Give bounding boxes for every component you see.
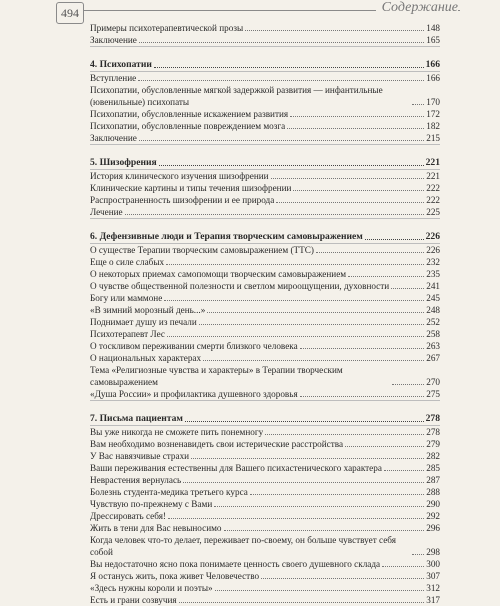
toc-entry[interactable] — [90, 364, 440, 388]
toc-entry[interactable] — [90, 534, 440, 558]
toc-entry[interactable] — [90, 316, 440, 328]
toc-entry-title: У Вас навязчивые страхи — [90, 451, 190, 461]
toc-entry[interactable] — [90, 486, 440, 498]
toc-entry-page: 166 — [426, 73, 440, 83]
toc-entry-page: 267 — [426, 353, 440, 363]
toc-entry[interactable] — [90, 34, 440, 47]
toc-entry-page: 285 — [426, 463, 440, 473]
toc-entry[interactable] — [90, 292, 440, 304]
toc-entry-title: Есть и грани созвучия — [90, 595, 177, 605]
toc-entry[interactable] — [90, 582, 440, 594]
toc-entry[interactable] — [90, 450, 440, 462]
toc-entry[interactable] — [90, 84, 440, 108]
toc-entry[interactable] — [90, 170, 440, 182]
toc-entry-title: Неврастения вернулась — [90, 475, 182, 485]
toc-entry-title: Богу или маммоне — [90, 293, 163, 303]
toc-entry-title: Поднимает душу из печали — [90, 317, 197, 327]
toc-entry-page: 245 — [426, 293, 440, 303]
toc-entry[interactable] — [90, 328, 440, 340]
toc-entry-page: 290 — [426, 499, 440, 509]
toc-entry-page: 275 — [426, 389, 440, 399]
toc-entry-page: 221 — [426, 171, 440, 181]
toc-entry[interactable] — [90, 340, 440, 352]
toc-entry[interactable] — [90, 108, 440, 120]
toc-entry-title: «Душа России» и профилактика душевного здоровья — [90, 389, 298, 399]
toc-entry-title: Вы уже никогда не сможете пить понемногу — [90, 427, 264, 437]
toc-entry[interactable] — [90, 510, 440, 522]
toc-entry-page: 312 — [426, 583, 440, 593]
toc-entry-page: 317 — [426, 595, 440, 605]
toc-entry-title: Еще о силе слабых — [90, 257, 165, 267]
toc-entry[interactable] — [90, 438, 440, 450]
chapter-title: 4. Психопатии — [90, 59, 152, 70]
toc-entry-page: 279 — [426, 439, 440, 449]
toc-chapter-heading[interactable] — [90, 231, 440, 244]
toc-entry-page: 241 — [426, 281, 440, 291]
toc-entry[interactable] — [90, 426, 440, 438]
toc-entry-page: 270 — [426, 377, 440, 387]
toc-entry[interactable] — [90, 72, 440, 84]
toc-entry-title: Я останусь жить, пока живет Человечество — [90, 571, 260, 581]
toc-entry-page: 258 — [426, 329, 440, 339]
toc-entry-page: 182 — [426, 121, 440, 131]
toc-entry[interactable] — [90, 594, 440, 606]
toc-entry-title: Психотерапевт Лес — [90, 329, 165, 339]
toc-entry[interactable] — [90, 182, 440, 194]
toc-entry-title: Жить в тени для Вас невыносимо — [90, 523, 222, 533]
toc-chapter-heading[interactable] — [90, 413, 440, 426]
toc-entry-title: Заключение — [90, 133, 137, 143]
toc-entry-title: Тема «Религиозные чувства и характеры» в Терапии творческим самовыражением — [90, 365, 343, 387]
toc-entry[interactable] — [90, 256, 440, 268]
toc-entry-page: 215 — [426, 133, 440, 143]
table-of-contents — [90, 22, 440, 606]
toc-entry-page: 232 — [426, 257, 440, 267]
chapter-title: 6. Дефензивные люди и Терапия творческим самовыражением — [90, 231, 363, 242]
toc-entry[interactable] — [90, 244, 440, 256]
toc-entry-page: 300 — [426, 559, 440, 569]
toc-entry-title: Лечение — [90, 207, 123, 217]
toc-entry-page: 226 — [426, 245, 440, 255]
toc-entry[interactable] — [90, 558, 440, 570]
toc-entry[interactable] — [90, 268, 440, 280]
toc-entry-page: 278 — [426, 427, 440, 437]
toc-entry-title: Чувствую по-прежнему с Вами — [90, 499, 213, 509]
toc-entry-title: Дрессировать себя! — [90, 511, 166, 521]
toc-entry-title: О чувстве общественной полезности и светлом мироощущении, духовности — [90, 281, 390, 291]
toc-entry-page: 307 — [426, 571, 440, 581]
toc-entry[interactable] — [90, 388, 440, 401]
toc-entry[interactable] — [90, 304, 440, 316]
page-number: 494 — [56, 2, 84, 24]
toc-entry-title: «В зимний морозный день...» — [90, 305, 206, 315]
toc-entry-page: 170 — [426, 97, 440, 107]
toc-entry-title: Вам необходимо возненавидеть свои истерические расстройства — [90, 439, 344, 449]
toc-entry-page: 287 — [426, 475, 440, 485]
toc-entry[interactable] — [90, 462, 440, 474]
running-header-title: Содержание — [376, 0, 458, 16]
toc-entry-page: 148 — [426, 23, 440, 33]
chapter-page: 221 — [425, 157, 440, 168]
toc-entry[interactable] — [90, 120, 440, 132]
toc-entry-title: «Здесь нужны короли и поэты» — [90, 583, 213, 593]
toc-entry-title: О существе Терапии творческим самовыражением (ТТС) — [90, 245, 314, 255]
toc-chapter-heading[interactable] — [90, 157, 440, 170]
toc-entry[interactable] — [90, 206, 440, 219]
toc-entry[interactable] — [90, 352, 440, 364]
toc-entry-page: 292 — [426, 511, 440, 521]
toc-entry-title: Когда человек что-то делает, переживает по-своему, он больше чувствует себя собой — [90, 535, 396, 557]
toc-entry[interactable] — [90, 474, 440, 486]
toc-entry[interactable] — [90, 280, 440, 292]
toc-chapter-heading[interactable] — [90, 59, 440, 72]
toc-entry-title: Примеры психотерапевтической прозы — [90, 23, 244, 33]
toc-entry-title: Вы недостаточно ясно пока понимаете ценность своего душевного склада — [90, 559, 381, 569]
chapter-page: 166 — [425, 59, 440, 70]
toc-entry[interactable] — [90, 570, 440, 582]
toc-entry-page: 222 — [426, 195, 440, 205]
toc-entry-title: Клинические картины и типы течения шизофрении — [90, 183, 292, 193]
toc-entry-title: Психопатии, обусловленные искажением развития — [90, 109, 289, 119]
toc-entry[interactable] — [90, 132, 440, 145]
toc-entry-title: О некоторых приемах самопомощи творческим самовыражением — [90, 269, 347, 279]
toc-entry-title: Болезнь студента-медика третьего курса — [90, 487, 248, 497]
toc-entry-page: 296 — [426, 523, 440, 533]
toc-entry-title: О тоскливом переживании смерти близкого человека — [90, 341, 298, 351]
toc-entry-title: Психопатии, обусловленные повреждением мозга — [90, 121, 286, 131]
toc-entry-page: 282 — [426, 451, 440, 461]
chapter-page: 226 — [425, 231, 440, 242]
toc-entry-page: 252 — [426, 317, 440, 327]
toc-entry[interactable] — [90, 522, 440, 534]
toc-entry-page: 165 — [426, 35, 440, 45]
toc-entry-title: Ваши переживания естественны для Вашего психастенического характера — [90, 463, 382, 473]
toc-entry-page: 248 — [426, 305, 440, 315]
toc-entry-page: 235 — [426, 269, 440, 279]
toc-entry-title: Вступление — [90, 73, 137, 83]
toc-entry-title: Психопатии, обусловленные мягкой задержкой развития — инфантильные (ювенильные) психопаты — [90, 85, 383, 107]
toc-entry-title: Распространенность шизофрении и ее природа — [90, 195, 275, 205]
toc-entry-title: Заключение — [90, 35, 137, 45]
toc-entry-page: 263 — [426, 341, 440, 351]
chapter-page: 278 — [425, 413, 440, 424]
chapter-title: 7. Письма пациентам — [90, 413, 183, 424]
toc-entry-title: История клинического изучения шизофрении — [90, 171, 269, 181]
toc-entry-title: О национальных характерах — [90, 353, 202, 363]
toc-entry-page: 288 — [426, 487, 440, 497]
toc-entry-page: 298 — [426, 547, 440, 557]
toc-entry[interactable] — [90, 194, 440, 206]
toc-entry-page: 225 — [426, 207, 440, 217]
toc-entry[interactable] — [90, 22, 440, 34]
chapter-title: 5. Шизофрения — [90, 157, 157, 168]
toc-entry-page: 172 — [426, 109, 440, 119]
toc-entry-page: 222 — [426, 183, 440, 193]
